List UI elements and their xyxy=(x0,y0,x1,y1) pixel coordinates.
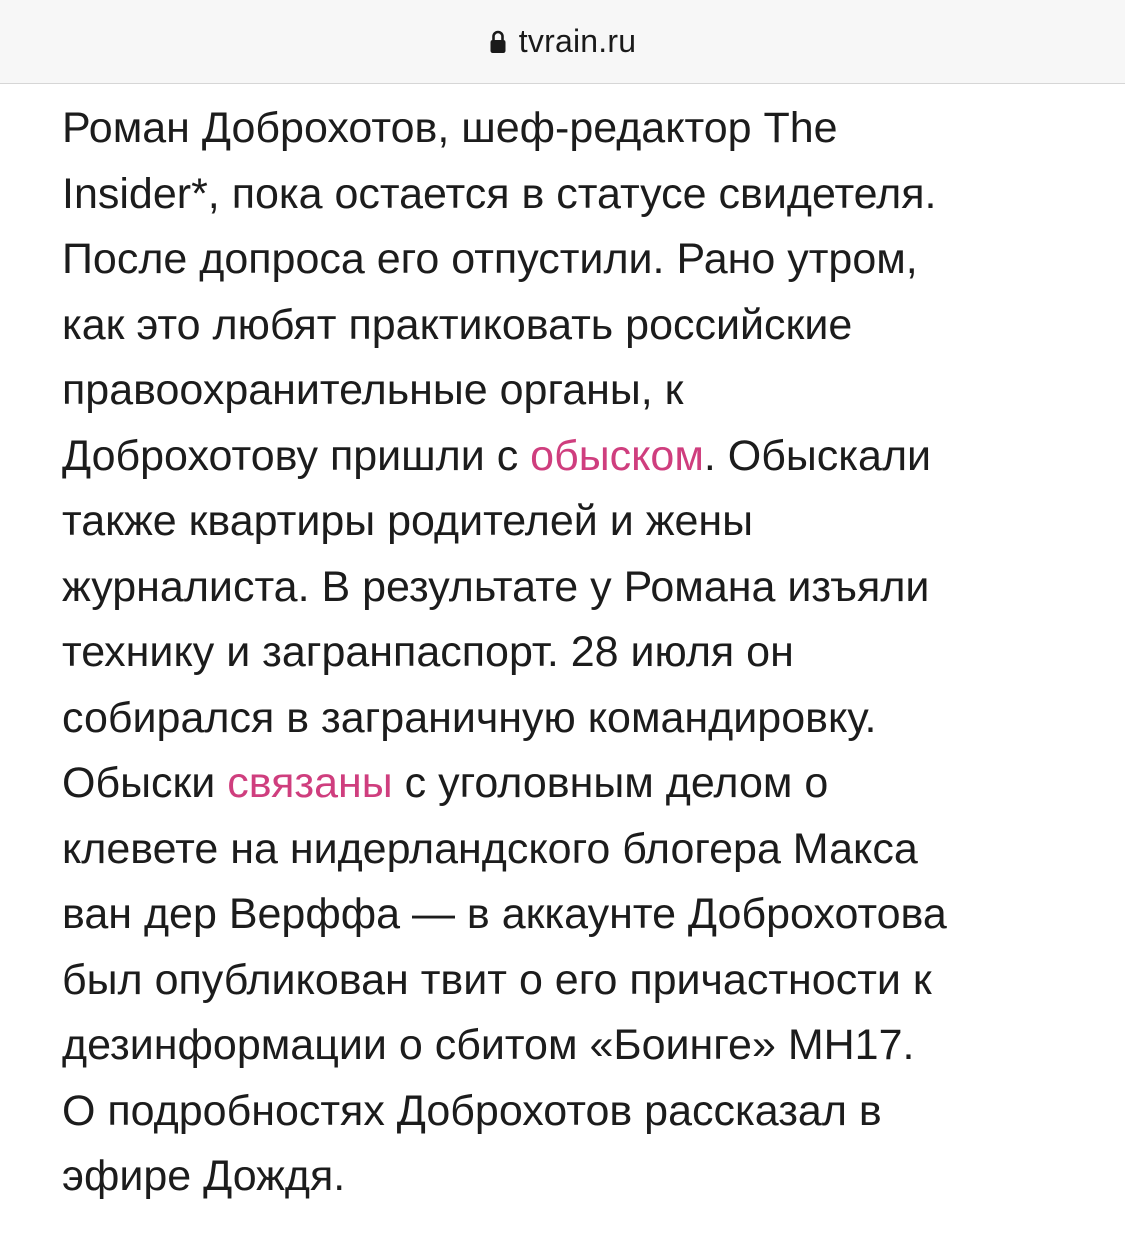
text-segment: ван дер Верффа — в аккаунте Доброхотова xyxy=(62,890,947,938)
text-segment: дезинформации о сбитом «Боинге» MH17. xyxy=(62,1021,915,1069)
lock-icon xyxy=(489,29,507,55)
text-line xyxy=(62,555,1097,621)
url-domain: tvrain.ru xyxy=(518,23,637,59)
text-line xyxy=(62,358,1097,424)
text-line xyxy=(62,751,1097,817)
text-line xyxy=(62,948,1097,1014)
text-line xyxy=(62,489,1097,555)
browser-address-bar[interactable] xyxy=(0,0,1125,84)
text-segment: также квартиры родителей и жены xyxy=(62,497,754,545)
text-line xyxy=(62,882,1097,948)
url-display[interactable] xyxy=(489,0,636,84)
text-segment: клевете на нидерландского блогера Макса xyxy=(62,824,918,873)
text-segment: Роман Доброхотов, шеф-редактор The xyxy=(62,104,838,152)
article-paragraph xyxy=(62,96,1097,1210)
text-segment: Insider*, пока остается в статусе свидетеля. xyxy=(62,169,937,218)
text-segment: О подробностях Доброхотов рассказал в xyxy=(62,1086,882,1135)
text-line xyxy=(62,293,1097,359)
text-segment: эфире Дождя. xyxy=(62,1152,346,1200)
text-segment: с уголовным делом о xyxy=(392,759,829,807)
text-segment: После допроса его отпустили. Рано утром, xyxy=(62,235,918,283)
link-search[interactable]: обыском xyxy=(530,431,704,480)
link-connected[interactable]: связаны xyxy=(227,759,393,807)
text-line xyxy=(62,1079,1097,1145)
text-line xyxy=(62,162,1097,228)
text-line xyxy=(62,620,1097,686)
text-line xyxy=(62,817,1097,883)
text-segment: технику и загранпаспорт. 28 июля он xyxy=(62,628,794,676)
text-segment: собирался в заграничную командировку. xyxy=(62,693,877,742)
text-segment: был опубликован твит о его причастности к xyxy=(62,955,932,1004)
text-line xyxy=(62,1144,1097,1210)
text-segment: . Обыскали xyxy=(703,431,932,480)
text-line xyxy=(62,424,1097,490)
text-segment: Доброхотову пришли с xyxy=(62,431,531,480)
text-segment: журналиста. В результате у Романа изъяли xyxy=(62,562,930,611)
text-line xyxy=(62,1013,1097,1079)
text-line xyxy=(62,96,1097,162)
text-line xyxy=(62,227,1097,293)
text-line xyxy=(62,686,1097,752)
text-segment: правоохранительные органы, к xyxy=(62,366,684,414)
text-segment: Обыски xyxy=(62,759,228,807)
text-segment: как это любят практиковать российские xyxy=(62,300,853,349)
